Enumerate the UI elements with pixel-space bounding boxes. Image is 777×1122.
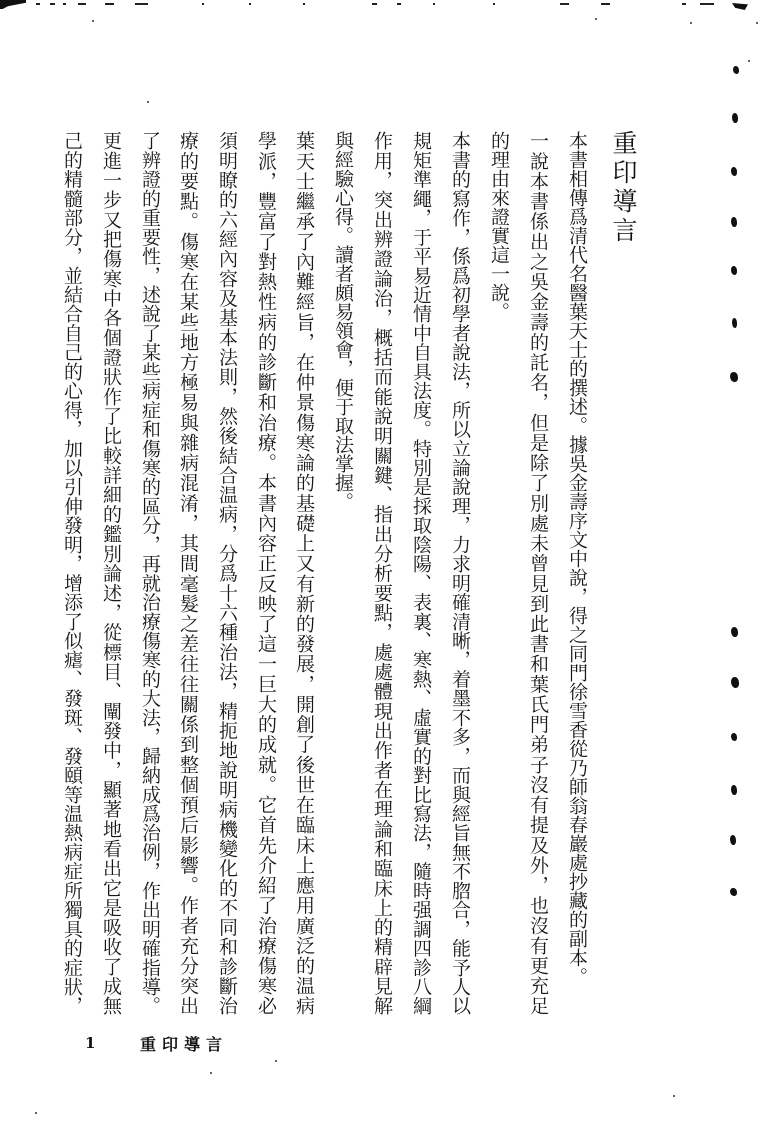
binding-mark bbox=[731, 167, 737, 176]
text-column: 作用，突出辨證論治，概括而能說明關鍵、指出分析要點，處處體現出作者在理論和臨床上的精辟見解 bbox=[371, 131, 393, 1015]
text-column: 本書相傳爲清代名醫葉天士的撰述。據吳金壽序文中說，得之同門徐雪香從乃師翁春巖處抄藏的副本。 bbox=[566, 131, 588, 986]
scan-dash bbox=[433, 3, 435, 5]
scan-dash bbox=[78, 3, 86, 5]
text-column: 己的精髓部分，並結合自己的心得，加以引伸發明，增添了似瘧、發斑、發頤等温熱病症所獨具的症狀， bbox=[61, 131, 83, 1015]
text-column: 規矩準繩，于平易近情中自具法度。特別是採取陰陽、表裏、寒熱、虛實的對比寫法，隨時强調四診八綱 bbox=[410, 131, 432, 1015]
scan-speck bbox=[756, 22, 758, 24]
text-column: 療的要點。傷寒在某些地方極易與雜病混淆，其間毫髮之差往往關係到整個預后影響。作者充分突出 bbox=[177, 131, 199, 1015]
text-column: 一說本書係出之吳金壽的託名，但是除了別處未曾見到此書和葉氏門弟子沒有提及外，也沒有更充足 bbox=[527, 131, 549, 1015]
scan-dash bbox=[560, 3, 569, 5]
scan-dash bbox=[135, 3, 148, 5]
scan-speck bbox=[35, 1112, 37, 1114]
scan-speck bbox=[595, 18, 597, 20]
page-title: 重印導言 bbox=[609, 130, 638, 246]
scan-dash bbox=[397, 3, 401, 5]
binding-mark bbox=[731, 266, 737, 275]
scan-edge-mark bbox=[732, 3, 748, 10]
scan-dash bbox=[493, 3, 495, 5]
binding-mark bbox=[730, 835, 736, 845]
scan-dash bbox=[36, 3, 40, 5]
text-column: 葉天士繼承了內難經旨，在仲景傷寒論的基礎上又有新的發展，開創了後世在臨床上應用廣泛的温病 bbox=[293, 131, 315, 1015]
scan-speck bbox=[92, 20, 94, 22]
binding-mark bbox=[731, 733, 737, 741]
scan-dash bbox=[50, 3, 55, 5]
binding-mark bbox=[733, 66, 739, 74]
scan-dash bbox=[303, 3, 305, 5]
scan-speck bbox=[690, 22, 692, 24]
scan-dash bbox=[105, 3, 114, 5]
scan-dash bbox=[682, 3, 686, 5]
scan-dash bbox=[700, 3, 714, 5]
scan-edge-mark bbox=[0, 0, 26, 9]
binding-mark bbox=[732, 113, 738, 123]
binding-mark bbox=[731, 677, 739, 688]
binding-mark bbox=[731, 627, 738, 637]
scan-dash bbox=[249, 3, 251, 5]
binding-mark bbox=[730, 888, 737, 896]
text-column: 與經驗心得。讀者頗易領會，便于取法掌握。 bbox=[332, 131, 354, 511]
scan-speck bbox=[147, 101, 149, 103]
binding-mark bbox=[730, 372, 738, 382]
scan-speck bbox=[673, 1095, 675, 1097]
text-column: 須明瞭的六經內容及基本法則，然後結合温病，分爲十六種治法，精扼地說明病機變化的不同和診斷治 bbox=[216, 131, 238, 1015]
scan-speck bbox=[210, 1072, 212, 1074]
scan-dash bbox=[63, 3, 66, 5]
text-column: 學派，豐富了對熱性病的診斷和治療。本書內容正反映了這一巨大的成就。它首先介紹了治療傷寒必 bbox=[255, 131, 277, 1015]
text-column: 的理由來證實這一說。 bbox=[488, 131, 510, 321]
page-number: 1 bbox=[85, 1034, 96, 1052]
scan-dash bbox=[372, 3, 377, 5]
scan-dash bbox=[601, 3, 610, 5]
binding-mark bbox=[731, 217, 737, 227]
scan-dash bbox=[202, 3, 204, 5]
text-column: 更進一步又把傷寒中各個證狀作了比較詳細的鑑別論述，從標目、闡發中，顯著地看出它是吸收了成無 bbox=[100, 131, 122, 1015]
binding-mark bbox=[732, 318, 737, 328]
scan-speck bbox=[275, 1060, 277, 1062]
text-column: 了辨證的重要性，述說了某些病症和傷寒的區分，再就治療傷寒的大法，歸納成爲治例，作出明確指導。 bbox=[139, 131, 161, 1015]
running-title: 重印導言 bbox=[140, 1035, 229, 1054]
text-column: 本書的寫作，係爲初學者說法，所以立論說理，力求明確清晰，着墨不多，而與經旨無不脗合，能予人以 bbox=[449, 131, 471, 1015]
binding-mark bbox=[731, 785, 737, 795]
scan-speck bbox=[748, 60, 750, 62]
